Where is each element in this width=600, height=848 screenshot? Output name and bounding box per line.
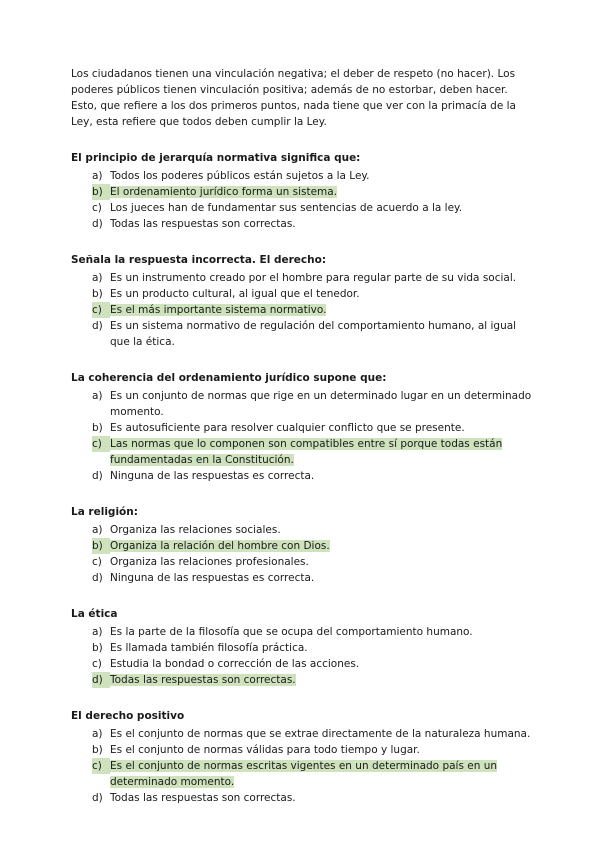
answer-option bbox=[71, 624, 533, 640]
answer-option bbox=[71, 656, 533, 672]
option-text bbox=[110, 672, 533, 688]
question-block bbox=[71, 708, 533, 806]
question-title: La religión: bbox=[71, 506, 138, 518]
question-block bbox=[71, 150, 533, 232]
answer-option bbox=[71, 436, 533, 468]
option-text bbox=[110, 624, 533, 640]
answer-option bbox=[71, 200, 533, 216]
option-letter: c) bbox=[92, 556, 102, 568]
question-title: La coherencia del ordenamiento jurídico supone que: bbox=[71, 372, 387, 384]
option-letter: d) bbox=[92, 218, 103, 230]
option-letter: a) bbox=[92, 728, 103, 740]
question-block bbox=[71, 252, 533, 350]
answer-option bbox=[71, 168, 533, 184]
option-text bbox=[110, 758, 533, 790]
option-letter: c) bbox=[92, 202, 102, 214]
option-text bbox=[110, 436, 533, 468]
answer-text: Ninguna de las respuestas es correcta. bbox=[110, 572, 315, 584]
answer-option bbox=[71, 318, 533, 350]
option-text bbox=[110, 286, 533, 302]
option-text bbox=[110, 538, 533, 554]
option-text bbox=[110, 168, 533, 184]
answer-option bbox=[71, 522, 533, 538]
answer-option bbox=[71, 640, 533, 656]
answer-option bbox=[71, 538, 533, 554]
highlighted-answer-text: Es el conjunto de normas escritas vigentes en un determinado país en un determinado momento. bbox=[110, 760, 498, 788]
option-text bbox=[110, 554, 533, 570]
answer-option bbox=[71, 388, 533, 420]
option-text bbox=[110, 302, 533, 318]
option-letter: b) bbox=[92, 422, 103, 434]
option-text bbox=[110, 726, 533, 742]
question-block bbox=[71, 606, 533, 688]
answer-option bbox=[71, 726, 533, 742]
question-title: El derecho positivo bbox=[71, 710, 185, 722]
answer-text: Todas las respuestas son correctas. bbox=[110, 218, 296, 230]
answer-option bbox=[71, 742, 533, 758]
question-title: Señala la respuesta incorrecta. El derecho: bbox=[71, 254, 327, 266]
option-text bbox=[110, 200, 533, 216]
answer-text: Es llamada también filosofía práctica. bbox=[110, 642, 308, 654]
answer-text: Es autosuficiente para resolver cualquier conflicto que se presente. bbox=[110, 422, 465, 434]
answer-option bbox=[71, 184, 533, 200]
option-letter: d) bbox=[92, 672, 110, 688]
option-text bbox=[110, 270, 533, 286]
option-text bbox=[110, 570, 533, 586]
option-text bbox=[110, 468, 533, 484]
highlighted-answer-text: Las normas que lo componen son compatibles entre sí porque todas están fundamentadas en la Constitución. bbox=[110, 438, 503, 466]
question-title: El principio de jerarquía normativa significa que: bbox=[71, 152, 361, 164]
option-letter: d) bbox=[92, 792, 103, 804]
answer-text: Es la parte de la filosofía que se ocupa del comportamiento humano. bbox=[110, 626, 473, 638]
answer-text: Es un producto cultural, al igual que el tenedor. bbox=[110, 288, 360, 300]
option-text bbox=[110, 216, 533, 232]
answer-text: Estudia la bondad o corrección de las acciones. bbox=[110, 658, 360, 670]
answer-text: Todos los poderes públicos están sujetos a la Ley. bbox=[110, 170, 370, 182]
answer-option bbox=[71, 554, 533, 570]
option-text bbox=[110, 742, 533, 758]
answer-option bbox=[71, 758, 533, 790]
highlighted-answer-text: El ordenamiento jurídico forma un sistema. bbox=[110, 186, 338, 198]
answer-option bbox=[71, 270, 533, 286]
answer-text: Organiza las relaciones sociales. bbox=[110, 524, 281, 536]
option-letter: b) bbox=[92, 184, 110, 200]
question-block bbox=[71, 504, 533, 586]
question-title: La ética bbox=[71, 608, 118, 620]
option-letter: a) bbox=[92, 170, 103, 182]
option-text bbox=[110, 388, 533, 420]
answer-text: Todas las respuestas son correctas. bbox=[110, 792, 296, 804]
highlighted-answer-text: Todas las respuestas son correctas. bbox=[110, 674, 296, 686]
option-letter: b) bbox=[92, 538, 110, 554]
intro-paragraph: Los ciudadanos tienen una vinculación negativa; el deber de respeto (no hacer). Los poderes públicos tienen vinculación positiva; además de no estorbar, deben hacer. Esto, que refiere a los dos primeros puntos, nada tiene que ver con la primacía de la Ley, esta refiere que todos deben cumplir la Ley. bbox=[71, 68, 516, 128]
option-letter: c) bbox=[92, 758, 110, 774]
answer-text: Es el conjunto de normas que se extrae directamente de la naturaleza humana. bbox=[110, 728, 531, 740]
option-letter: b) bbox=[92, 744, 103, 756]
question-block bbox=[71, 370, 533, 484]
answer-option bbox=[71, 216, 533, 232]
option-letter: b) bbox=[92, 642, 103, 654]
option-letter: a) bbox=[92, 626, 103, 638]
answer-text: Es un sistema normativo de regulación del comportamiento humano, al igual que la ética. bbox=[110, 320, 517, 348]
answer-text: Es el conjunto de normas válidas para todo tiempo y lugar. bbox=[110, 744, 420, 756]
answer-option bbox=[71, 672, 533, 688]
answer-option bbox=[71, 468, 533, 484]
option-text bbox=[110, 420, 533, 436]
answer-option bbox=[71, 302, 533, 318]
option-letter: b) bbox=[92, 288, 103, 300]
option-text bbox=[110, 790, 533, 806]
answer-option bbox=[71, 286, 533, 302]
questions-container bbox=[71, 150, 533, 806]
option-text bbox=[110, 318, 533, 350]
option-text bbox=[110, 656, 533, 672]
answer-option bbox=[71, 420, 533, 436]
option-letter: c) bbox=[92, 436, 110, 452]
answer-text: Es un conjunto de normas que rige en un determinado lugar en un determinado momento. bbox=[110, 390, 532, 418]
option-text bbox=[110, 184, 533, 200]
option-letter: c) bbox=[92, 658, 102, 670]
option-letter: a) bbox=[92, 524, 103, 536]
answer-text: Los jueces han de fundamentar sus sentencias de acuerdo a la ley. bbox=[110, 202, 463, 214]
option-text bbox=[110, 522, 533, 538]
answer-text: Ninguna de las respuestas es correcta. bbox=[110, 470, 315, 482]
answer-text: Es un instrumento creado por el hombre para regular parte de su vida social. bbox=[110, 272, 517, 284]
option-text bbox=[110, 640, 533, 656]
answer-option bbox=[71, 790, 533, 806]
answer-option bbox=[71, 570, 533, 586]
highlighted-answer-text: Es el más importante sistema normativo. bbox=[110, 304, 327, 316]
option-letter: a) bbox=[92, 272, 103, 284]
answer-text: Organiza las relaciones profesionales. bbox=[110, 556, 309, 568]
option-letter: d) bbox=[92, 572, 103, 584]
option-letter: c) bbox=[92, 302, 110, 318]
option-letter: a) bbox=[92, 390, 103, 402]
highlighted-answer-text: Organiza la relación del hombre con Dios. bbox=[110, 540, 330, 552]
option-letter: d) bbox=[92, 470, 103, 482]
option-letter: d) bbox=[92, 320, 103, 332]
